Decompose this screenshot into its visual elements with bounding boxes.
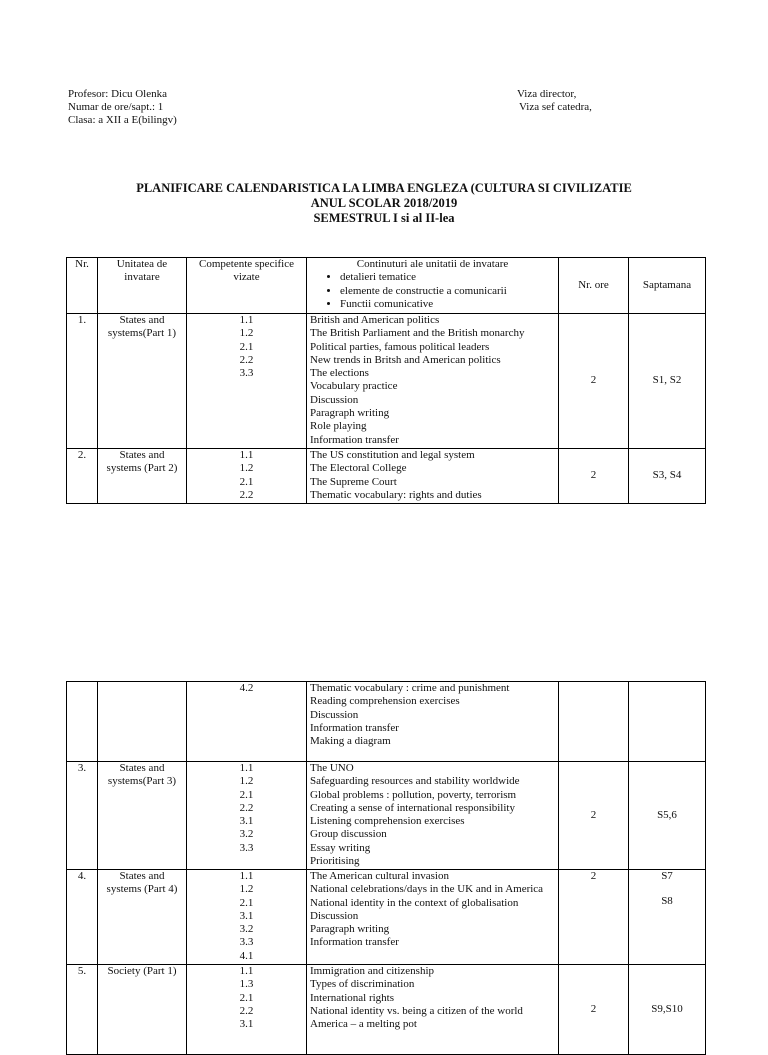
topic: The American cultural invasion	[310, 870, 449, 882]
competence: 4.2	[239, 682, 254, 694]
row-hours: 2	[559, 314, 629, 449]
header-unit: Unitatea de invatare	[98, 258, 187, 314]
row-week	[629, 682, 706, 762]
row-competences	[187, 965, 307, 1055]
row-nr: 2.	[67, 449, 98, 504]
competence: 1.3	[239, 978, 254, 991]
title-line-3: SEMESTRUL I si al II-lea	[313, 211, 455, 225]
competence: 2.2	[239, 801, 254, 814]
topic: Information transfer	[310, 433, 399, 446]
row-unit: States and systems (Part 2)	[98, 449, 187, 504]
row-competences	[187, 314, 307, 449]
competence: 2.2	[239, 1004, 254, 1017]
competence: 3.3	[239, 841, 254, 854]
row-nr: 3.	[67, 762, 98, 870]
row-week: S9,S10	[629, 965, 706, 1055]
row-competences	[187, 762, 307, 870]
topic: Essay writing	[310, 841, 371, 854]
competence: 4.1	[239, 949, 254, 962]
topic: The UNO	[310, 762, 354, 774]
row-topics	[307, 762, 559, 870]
competence: 1.1	[239, 449, 254, 461]
topic: Paragraph writing	[310, 923, 390, 936]
row-unit	[98, 682, 187, 762]
class-line: Clasa: a XII a E(bilingv)	[68, 114, 177, 127]
topic: The US constitution and legal system	[310, 449, 475, 461]
row-week	[629, 870, 706, 965]
topic: Vocabulary practice	[310, 380, 398, 393]
topic: Role playing	[310, 420, 367, 433]
topic: Discussion	[310, 393, 359, 406]
topic: International rights	[310, 991, 395, 1004]
row-unit: States and systems (Part 4)	[98, 870, 187, 965]
row-nr	[67, 682, 98, 762]
table-row	[67, 449, 706, 504]
topic: Making a diagram	[310, 735, 391, 748]
row-unit: States and systems(Part 3)	[98, 762, 187, 870]
row-week-bottom: S8	[661, 895, 673, 908]
topic: National identity vs. being a citizen of the world	[310, 1004, 523, 1017]
topic: The Electoral College	[310, 462, 407, 475]
row-topics	[307, 965, 559, 1055]
header-competences: Competente specifice vizate	[187, 258, 307, 314]
competence: 3.1	[239, 815, 254, 828]
header-content-item: • detalieri tematice	[340, 271, 555, 284]
topic: Immigration and citizenship	[310, 965, 435, 977]
header-content-item: • elemente de constructie a comunicarii	[340, 285, 555, 298]
row-topics	[307, 682, 559, 762]
topic: New trends in Britsh and American politics	[310, 353, 501, 366]
row-topics	[307, 449, 559, 504]
topic: Political parties, famous political leaders	[310, 340, 490, 353]
competence: 3.3	[239, 936, 254, 949]
header-content	[307, 258, 559, 314]
competence: 1.1	[239, 762, 254, 774]
row-hours: 2	[559, 449, 629, 504]
row-week: S1, S2	[629, 314, 706, 449]
competence: 3.1	[239, 1018, 254, 1031]
topic: Paragraph writing	[310, 407, 390, 420]
teacher-line: Profesor: Dicu Olenka	[68, 88, 167, 100]
header-left	[68, 88, 177, 128]
row-nr: 1.	[67, 314, 98, 449]
topic: Discussion	[310, 909, 359, 922]
table-header-row	[67, 258, 706, 314]
competence: 1.2	[239, 462, 254, 475]
table-row	[67, 762, 706, 870]
topic: Prioritising	[310, 855, 360, 868]
topic: National identity in the context of globalisation	[310, 896, 519, 909]
header-week: Saptamana	[629, 258, 706, 314]
competence: 2.2	[239, 488, 254, 501]
competence: 2.1	[239, 475, 254, 488]
competence: 1.1	[239, 314, 254, 326]
row-nr: 4.	[67, 870, 98, 965]
row-competences	[187, 870, 307, 965]
row-topics	[307, 314, 559, 449]
topic: Listening comprehension exercises	[310, 815, 465, 828]
table-row	[67, 314, 706, 449]
row-week: S5,6	[629, 762, 706, 870]
title-line-2: ANUL SCOLAR 2018/2019	[310, 196, 458, 210]
topic: Creating a sense of international responsibility	[310, 801, 515, 814]
topic: Safeguarding resources and stability worldwide	[310, 775, 520, 788]
topic: The elections	[310, 367, 369, 380]
planning-table-page2	[66, 681, 706, 1055]
document-title	[0, 181, 768, 226]
topic: National celebrations/days in the UK and in America	[310, 883, 544, 896]
table-row	[67, 870, 706, 965]
topic: British and American politics	[310, 314, 440, 326]
hours-line: Numar de ore/sapt.: 1	[68, 101, 164, 114]
competence: 1.2	[239, 775, 254, 788]
table-row	[67, 682, 706, 762]
row-unit: States and systems(Part 1)	[98, 314, 187, 449]
competence: 2.1	[239, 340, 254, 353]
row-nr: 5.	[67, 965, 98, 1055]
competence: 3.2	[239, 828, 254, 841]
header-hours: Nr. ore	[559, 258, 629, 314]
competence: 2.2	[239, 353, 254, 366]
competence: 1.2	[239, 327, 254, 340]
topic: Reading comprehension exercises	[310, 695, 460, 708]
director-visa: Viza director,	[517, 88, 577, 100]
topic: Global problems : pollution, poverty, terrorism	[310, 788, 517, 801]
header-content-item: • Functii comunicative	[340, 298, 555, 311]
competence: 2.1	[239, 788, 254, 801]
row-week: S3, S4	[629, 449, 706, 504]
row-hours: 2	[559, 762, 629, 870]
header-content-title: Continuturi ale unitatii de invatare	[356, 258, 509, 270]
row-competences	[187, 682, 307, 762]
department-visa: Viza sef catedra,	[519, 101, 592, 114]
table-row	[67, 965, 706, 1055]
topic: Types of discrimination	[310, 978, 415, 991]
row-competences	[187, 449, 307, 504]
competence: 2.1	[239, 896, 254, 909]
competence: 1.1	[239, 870, 254, 882]
topic: Thematic vocabulary: rights and duties	[310, 488, 482, 501]
row-hours: 2	[559, 965, 629, 1055]
row-hours: 2	[559, 870, 629, 965]
title-line-1: PLANIFICARE CALENDARISTICA LA LIMBA ENGLEZA (CULTURA SI CIVILIZATIE	[136, 181, 632, 195]
competence: 3.3	[239, 367, 254, 380]
competence: 1.2	[239, 883, 254, 896]
row-week-top: S7	[661, 870, 673, 882]
competence: 1.1	[239, 965, 254, 977]
topic: Information transfer	[310, 936, 399, 949]
competence: 3.1	[239, 909, 254, 922]
topic: The Supreme Court	[310, 475, 397, 488]
header-nr: Nr.	[67, 258, 98, 314]
topic: Information transfer	[310, 721, 399, 734]
planning-table-page1	[66, 257, 706, 504]
topic: Discussion	[310, 708, 359, 721]
row-hours	[559, 682, 629, 762]
competence: 2.1	[239, 991, 254, 1004]
row-unit: Society (Part 1)	[98, 965, 187, 1055]
topic: The British Parliament and the British monarchy	[310, 327, 525, 340]
competence: 3.2	[239, 923, 254, 936]
row-topics	[307, 870, 559, 965]
header-right	[517, 88, 592, 114]
topic: Group discussion	[310, 828, 387, 841]
topic: America – a melting pot	[310, 1018, 417, 1031]
topic: Thematic vocabulary : crime and punishment	[310, 682, 510, 694]
